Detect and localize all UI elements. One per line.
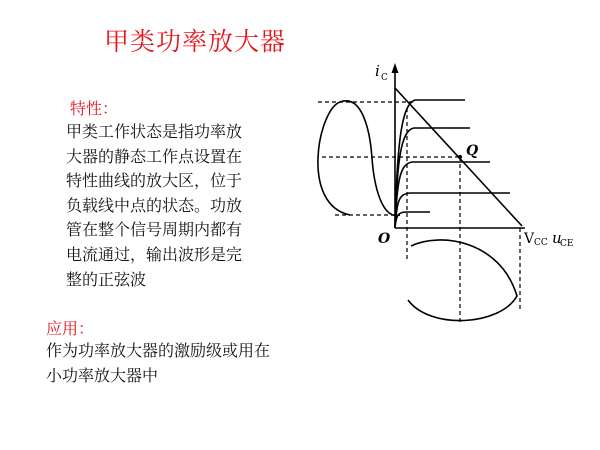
characteristics-line: 整的正弦波 [66,269,147,289]
characteristic-curve [395,193,510,228]
vcc-label: V [524,231,535,247]
input-current-wave [318,101,400,216]
application-line: 作为功率放大器的激励级或用在 [46,341,271,360]
characteristic-curve [395,128,470,228]
x-axis-label: u [552,229,562,247]
vcc-subscript: CC [534,238,548,248]
y-axis-subscript: C [381,73,388,83]
application-line: 小功率放大器中 [46,365,159,385]
characteristics-line: 大器的静态工作点设置在 [66,146,243,166]
characteristics-line: 负载线中点的状态。功放 [66,195,243,215]
characteristic-curve [395,212,430,228]
q-label: Q [466,143,479,159]
y-axis-arrow [392,63,399,73]
output-voltage-wave [408,240,517,321]
characteristic-curve [395,100,465,228]
q-point [458,155,462,159]
page-title: 甲类功率放大器 [104,27,287,56]
y-axis-label: i [375,62,380,80]
characteristics-label: 特性： [70,99,119,118]
origin-label: O [378,231,391,247]
characteristics-line: 甲类工作状态是指功率放 [66,122,243,141]
characteristics-line: 电流通过，输出波形是完 [66,244,243,264]
characteristics-line: 特性曲线的放大区，位于 [66,171,243,191]
x-axis-subscript: CE [560,239,574,249]
characteristic-curve [395,162,490,228]
application-label: 应用： [46,319,95,338]
characteristics-line: 管在整个信号周期内都有 [66,220,243,240]
